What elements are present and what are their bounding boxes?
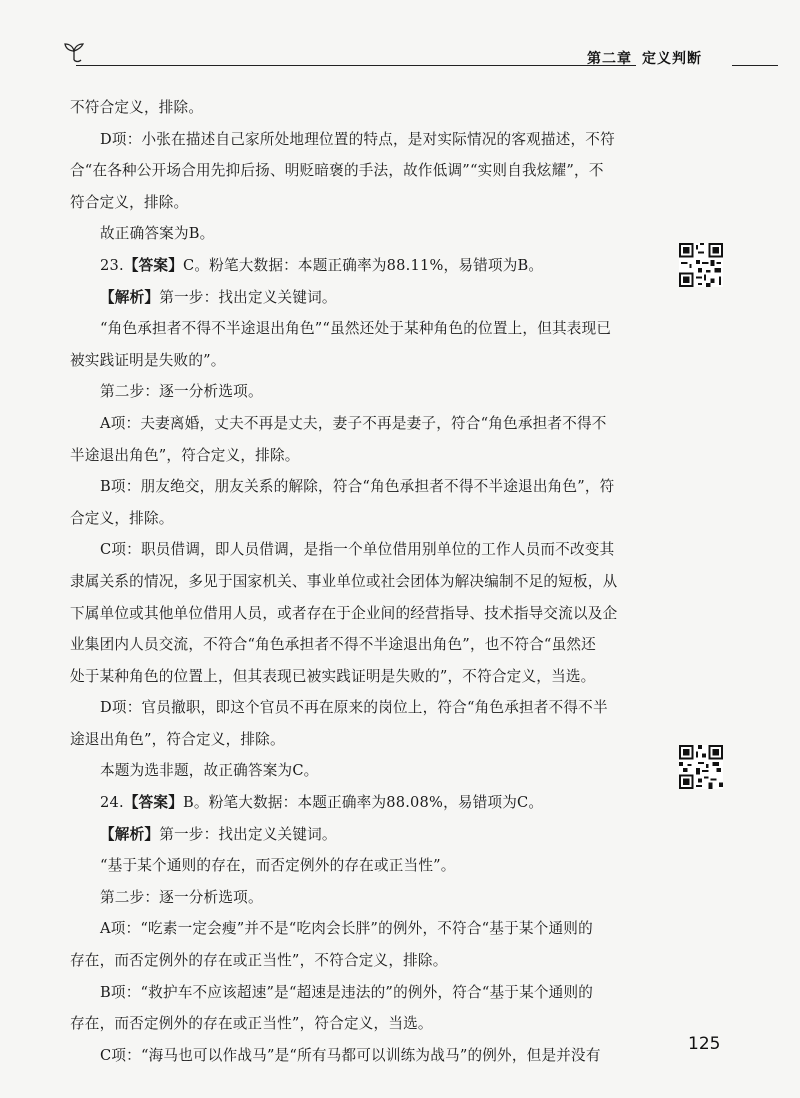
question-number: 23.	[100, 256, 124, 274]
line-text: C。粉笔大数据：本题正确率为88.11%，易错项为B。	[183, 256, 544, 274]
section-title: 定义判断	[642, 51, 702, 67]
text-line: 处于某种角色的位置上，但其表现已被实践证明是失败的”，不符合定义，当选。	[70, 667, 596, 685]
answer-explanation-text	[70, 92, 650, 1071]
text-line: 存在，而否定例外的存在或正当性”，不符合定义，排除。	[70, 952, 448, 970]
text-line: 业集团内人员交流，不符合“角色承担者不得不半途退出角色”，也不符合“虽然还	[70, 636, 596, 654]
text-line	[70, 282, 650, 314]
text-line: 合定义，排除。	[70, 509, 174, 527]
line-text: 第一步：找出定义关键词。	[159, 825, 337, 843]
text-line: 隶属关系的情况，多见于国家机关、事业单位或社会团体为解决编制不足的短板，从	[70, 572, 618, 590]
text-line: “角色承担者不得不半途退出角色”“虽然还处于某种角色的位置上，但其表现已	[100, 320, 612, 338]
text-line: A项：“吃素一定会瘦”并不是“吃肉会长胖”的例外，不符合“基于某个通则的	[100, 920, 593, 938]
text-line: D项：官员撤职，即这个官员不再在原来的岗位上，符合“角色承担者不得不半	[100, 699, 608, 717]
text-line: 本题为选非题，故正确答案为C。	[100, 762, 319, 780]
text-line: 被实践证明是失败的”。	[70, 351, 226, 369]
qr-code-icon	[679, 745, 723, 789]
section-label: 【解析】	[100, 825, 160, 843]
line-text: B。粉笔大数据：本题正确率为88.08%，易错项为C。	[183, 794, 544, 812]
question-number: 24.	[100, 794, 124, 812]
section-label: 【答案】	[123, 256, 183, 274]
chapter-title	[587, 48, 712, 68]
section-label: 【解析】	[100, 288, 160, 306]
line-text: 第一步：找出定义关键词。	[159, 288, 337, 306]
text-line: C项：“海马也可以作战马”是“所有马都可以训练为战马”的例外，但是并没有	[100, 1046, 601, 1064]
text-line: A项：夫妻离婚，丈夫不再是丈夫，妻子不再是妻子，符合“角色承担者不得不	[100, 414, 607, 432]
sprout-icon	[62, 40, 86, 64]
header-rule-left	[76, 65, 636, 66]
text-line: D项：小张在描述自己家所处地理位置的特点，是对实际情况的客观描述，不符	[100, 130, 615, 148]
text-line	[70, 819, 650, 851]
text-line: C项：职员借调，即人员借调，是指一个单位借用别单位的工作人员而不改变其	[100, 541, 615, 559]
text-line: 故正确答案为B。	[100, 225, 215, 243]
header-rule-right	[732, 65, 778, 66]
text-line	[70, 787, 650, 819]
text-line: B项：“救护车不应该超速”是“超速是违法的”的例外，符合“基于某个通则的	[100, 983, 594, 1001]
text-line: B项：朋友绝交，朋友关系的解除，符合“角色承担者不得不半途退出角色”，符	[100, 478, 615, 496]
qr-code-icon	[679, 243, 723, 287]
text-line: 半途退出角色”，符合定义，排除。	[70, 446, 300, 464]
text-line: 符合定义，排除。	[70, 193, 189, 211]
page-number: 125	[688, 1034, 721, 1054]
text-line	[70, 250, 650, 282]
section-label: 【答案】	[123, 794, 183, 812]
text-line: 第二步：逐一分析选项。	[100, 383, 263, 401]
text-line: 不符合定义，排除。	[70, 99, 204, 116]
text-line: 存在，而否定例外的存在或正当性”，符合定义，当选。	[70, 1015, 433, 1033]
text-line: 途退出角色”，符合定义，排除。	[70, 730, 285, 748]
text-line: 合“在各种公开场合用先抑后扬、明贬暗褒的手法，故作低调”“实则自我炫耀”，不	[70, 162, 604, 180]
chapter-number: 第二章	[587, 51, 632, 67]
page-header	[62, 38, 778, 68]
text-line: 第二步：逐一分析选项。	[100, 888, 263, 906]
text-line: “基于某个通则的存在，而否定例外的存在或正当性”。	[100, 857, 456, 875]
text-line: 下属单位或其他单位借用人员，或者存在于企业间的经营指导、技术指导交流以及企	[70, 604, 618, 622]
